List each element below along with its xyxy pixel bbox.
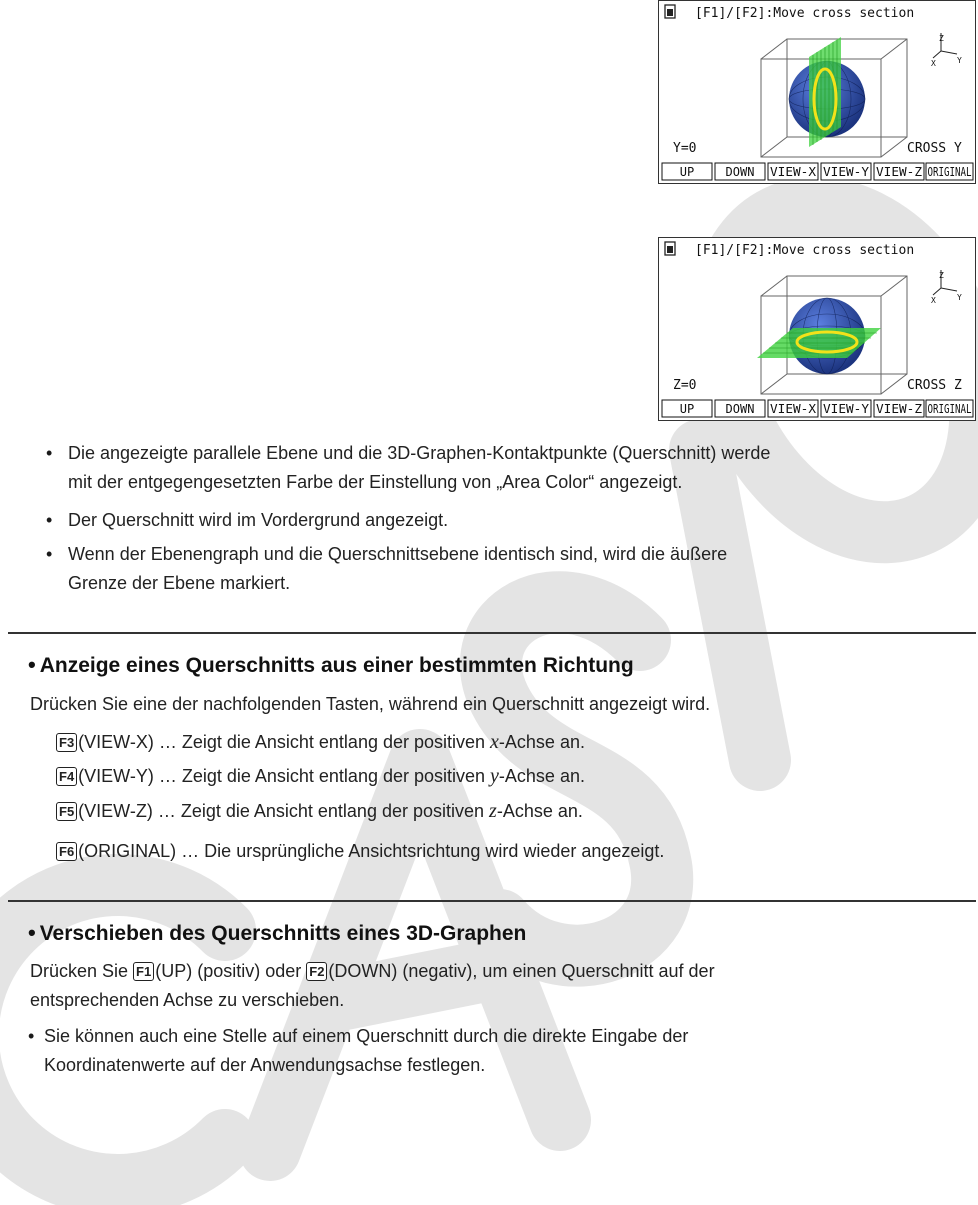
axis-x-label: X (931, 59, 936, 68)
f4-key[interactable]: F4 (56, 767, 77, 786)
section-divider (8, 900, 976, 902)
f1-key[interactable]: F1 (133, 962, 154, 981)
axis-x-label: X (931, 296, 936, 305)
svg-text:VIEW-Y: VIEW-Y (823, 402, 870, 416)
section2-paragraph-line-2: entsprechenden Achse zu verschieben. (30, 990, 345, 1010)
axis-y-label: Y (957, 293, 962, 302)
svg-text:ORIGINAL: ORIGINAL (927, 402, 972, 416)
section-divider (8, 632, 976, 634)
fkey-view-z[interactable] (874, 400, 924, 417)
axis-y-label: Y (957, 56, 962, 65)
fkey-view-y[interactable] (821, 400, 871, 417)
section2-note-line-2: Koordinatenwerte auf der Anwendungsachse festlegen. (44, 1055, 486, 1075)
fkey-up[interactable] (662, 400, 712, 417)
item-view-x: F3 (VIEW-X) … Zeigt die Ansicht entlang der positiven x-Achse an. (56, 730, 585, 754)
fkey-view-z[interactable] (874, 163, 924, 180)
fkey-down[interactable] (715, 163, 765, 180)
svg-text:VIEW-Y: VIEW-Y (823, 165, 870, 179)
axis-z-label: Z (939, 271, 944, 280)
item-view-y: F4 (VIEW-Y) … Zeigt die Ansicht entlang der positiven y-Achse an. (56, 764, 585, 788)
fkey-view-x[interactable] (768, 400, 818, 417)
cross-mode-label: CROSS Y (907, 141, 962, 156)
item-view-z: F5 (VIEW-Z) … Zeigt die Ansicht entlang der positiven z-Achse an. (56, 799, 583, 823)
function-key-bar (662, 400, 973, 417)
cross-mode-label: CROSS Z (907, 378, 962, 393)
section1-intro: Drücken Sie eine der nachfolgenden Tasten, während ein Querschnitt angezeigt wird. (30, 694, 711, 714)
screen-header: [F1]/[F2]:Move cross section (695, 243, 915, 258)
axis-indicator-icon (933, 270, 957, 295)
f3-key[interactable]: F3 (56, 733, 77, 752)
section-heading-view-direction: • Anzeige eines Querschnitts aus einer bestimmten Richtung (28, 652, 634, 677)
section2-note-line-1: Sie können auch eine Stelle auf einem Querschnitt durch die direkte Eingabe der (44, 1026, 689, 1046)
svg-text:VIEW-Z: VIEW-Z (876, 402, 922, 416)
note-2-line-1: Der Querschnitt wird im Vordergrund angezeigt. (68, 510, 449, 530)
note-3-line-2: Grenze der Ebene markiert. (68, 573, 291, 593)
svg-text:VIEW-X: VIEW-X (770, 402, 817, 416)
fkey-view-y[interactable] (821, 163, 871, 180)
calculator-screen-cross-z (658, 237, 976, 421)
cross-value-label: Y=0 (673, 141, 697, 156)
cross-value-label: Z=0 (673, 378, 697, 393)
fkey-original[interactable] (926, 163, 973, 180)
section2-paragraph-line-1: Drücken Sie F1 (UP) (positiv) oder F2 (DOWN) (negativ), um einen Querschnitt auf der (30, 961, 715, 981)
svg-text:ORIGINAL: ORIGINAL (927, 165, 972, 179)
section-heading-move-cross-section: • Verschieben des Querschnitts eines 3D-Graphen (28, 920, 527, 945)
axis-indicator-icon (933, 33, 957, 58)
svg-text:DOWN: DOWN (725, 402, 755, 416)
f6-key[interactable]: F6 (56, 842, 77, 861)
item-original: F6 (ORIGINAL) … Die ursprüngliche Ansichtsrichtung wird wieder angezeigt. (56, 839, 664, 863)
fkey-up[interactable] (662, 163, 712, 180)
fkey-original[interactable] (926, 400, 973, 417)
svg-text:VIEW-Z: VIEW-Z (876, 165, 922, 179)
axis-z-label: Z (939, 34, 944, 43)
fkey-view-x[interactable] (768, 163, 818, 180)
f5-key[interactable]: F5 (56, 802, 77, 821)
calculator-screen-cross-y (658, 0, 976, 184)
screen-header: [F1]/[F2]:Move cross section (695, 6, 915, 21)
note-3-line-1: Wenn der Ebenengraph und die Querschnittsebene identisch sind, wird die äußere (68, 544, 728, 564)
svg-text:DOWN: DOWN (725, 165, 755, 179)
svg-text:UP: UP (679, 165, 695, 179)
note-1-line-2: mit der entgegengesetzten Farbe der Einstellung von „Area Color“ angezeigt. (68, 472, 683, 492)
f2-key[interactable]: F2 (306, 962, 327, 981)
function-key-bar (662, 163, 973, 180)
note-1-line-1: Die angezeigte parallele Ebene und die 3D-Graphen-Kontaktpunkte (Querschnitt) werde (68, 443, 771, 463)
svg-text:UP: UP (679, 402, 695, 416)
svg-text:VIEW-X: VIEW-X (770, 165, 817, 179)
fkey-down[interactable] (715, 400, 765, 417)
